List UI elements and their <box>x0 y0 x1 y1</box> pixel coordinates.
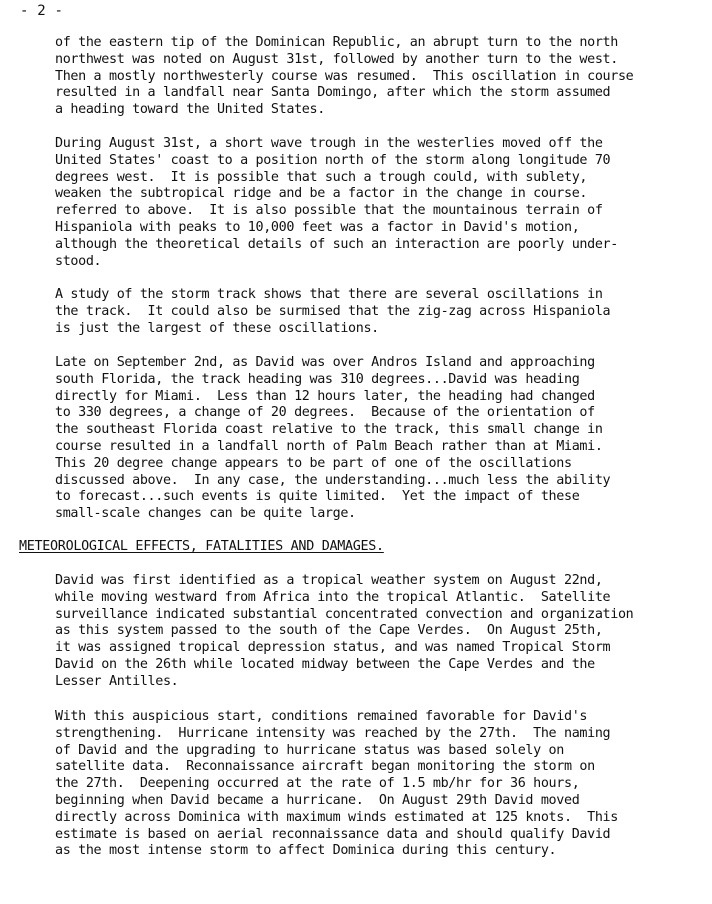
text-line: A study of the storm track shows that there are several oscillations in <box>55 287 603 302</box>
text-line: David on the 26th while located midway between the Cape Verdes and the <box>55 656 595 672</box>
text-line: although the theoretical details of such an interaction are poorly under- <box>55 236 618 252</box>
text-line: while moving westward from Africa into the tropical Atlantic. Satellite <box>55 589 611 605</box>
text-line: a heading toward the United States. <box>55 102 325 118</box>
text-line: as the most intense storm to affect Dominica during this century. <box>55 843 557 859</box>
text-line: beginning when David became a hurricane. On August 29th David moved <box>55 792 580 808</box>
text-line: surveillance indicated substantial concentrated convection and organization <box>55 606 634 622</box>
text-line: the southeast Florida coast relative to the track, this small change in <box>55 422 603 438</box>
text-line: the track. It could also be surmised that the zig-zag across Hispaniola <box>55 303 611 319</box>
text-line: the 27th. Deepening occurred at the rate of 1.5 mb/hr for 36 hours, <box>55 776 580 792</box>
text-line: small-scale changes can be quite large. <box>55 506 356 522</box>
text-line: estimate is based on aerial reconnaissance data and should qualify David <box>55 826 611 842</box>
text-line: south Florida, the track heading was 310 degrees...David was heading <box>55 371 580 387</box>
text-line: strengthening. Hurricane intensity was reached by the 27th. The naming <box>55 725 611 741</box>
text-line: as this system passed to the south of the Cape Verdes. On August 25th, <box>55 623 603 639</box>
text-line: Lesser Antilles. <box>55 673 179 689</box>
paragraph-6 <box>55 709 705 860</box>
text-line: is just the largest of these oscillations. <box>55 320 379 336</box>
text-line: course resulted in a landfall north of Palm Beach rather than at Miami. <box>55 438 603 454</box>
text-line: of David and the upgrading to hurricane status was based solely on <box>55 742 564 758</box>
section-heading: METEOROLOGICAL EFFECTS, FATALITIES AND DAMAGES. <box>19 539 384 554</box>
text-line: of the eastern tip of the Dominican Republic, an abrupt turn to the north <box>55 35 618 50</box>
paragraph-4 <box>55 355 705 523</box>
text-line: discussed above. In any case, the understanding...much less the ability <box>55 472 611 488</box>
text-line: resulted in a landfall near Santa Domingo, after which the storm assumed <box>55 85 611 101</box>
text-line: David was first identified as a tropical weather system on August 22nd, <box>55 573 603 588</box>
text-line: satellite data. Reconnaissance aircraft began monitoring the storm on <box>55 759 595 775</box>
page-number: - 2 - <box>20 3 64 19</box>
text-line: degrees west. It is possible that such a trough could, with sublety, <box>55 169 588 185</box>
text-line: directly across Dominica with maximum winds estimated at 125 knots. This <box>55 809 618 825</box>
text-line: United States' coast to a position north of the storm along longitude 70 <box>55 152 611 168</box>
text-line: to 330 degrees, a change of 20 degrees. Because of the orientation of <box>55 405 595 421</box>
text-line: With this auspicious start, conditions remained favorable for David's <box>55 709 588 724</box>
text-line: This 20 degree change appears to be part of one of the oscillations <box>55 455 572 471</box>
text-line: directly for Miami. Less than 12 hours later, the heading had changed <box>55 388 595 404</box>
text-line: weaken the subtropical ridge and be a factor in the change in course. <box>55 186 588 202</box>
text-line: Hispaniola with peaks to 10,000 feet was a factor in David's motion, <box>55 219 580 235</box>
paragraph-2 <box>55 136 705 270</box>
text-line: Late on September 2nd, as David was over Andros Island and approaching <box>55 355 595 370</box>
text-line: to forecast...such events is quite limited. Yet the impact of these <box>55 489 580 505</box>
text-line: During August 31st, a short wave trough in the westerlies moved off the <box>55 136 603 151</box>
text-line: Then a mostly northwesterly course was resumed. This oscillation in course <box>55 68 634 84</box>
paragraph-3 <box>55 287 705 337</box>
text-line: stood. <box>55 253 102 269</box>
text-line: referred to above. It is also possible that the mountainous terrain of <box>55 203 603 219</box>
text-line: it was assigned tropical depression status, and was named Tropical Storm <box>55 640 611 656</box>
text-line: northwest was noted on August 31st, followed by another turn to the west. <box>55 51 618 67</box>
paragraph-1 <box>55 35 705 119</box>
paragraph-5 <box>55 573 705 691</box>
